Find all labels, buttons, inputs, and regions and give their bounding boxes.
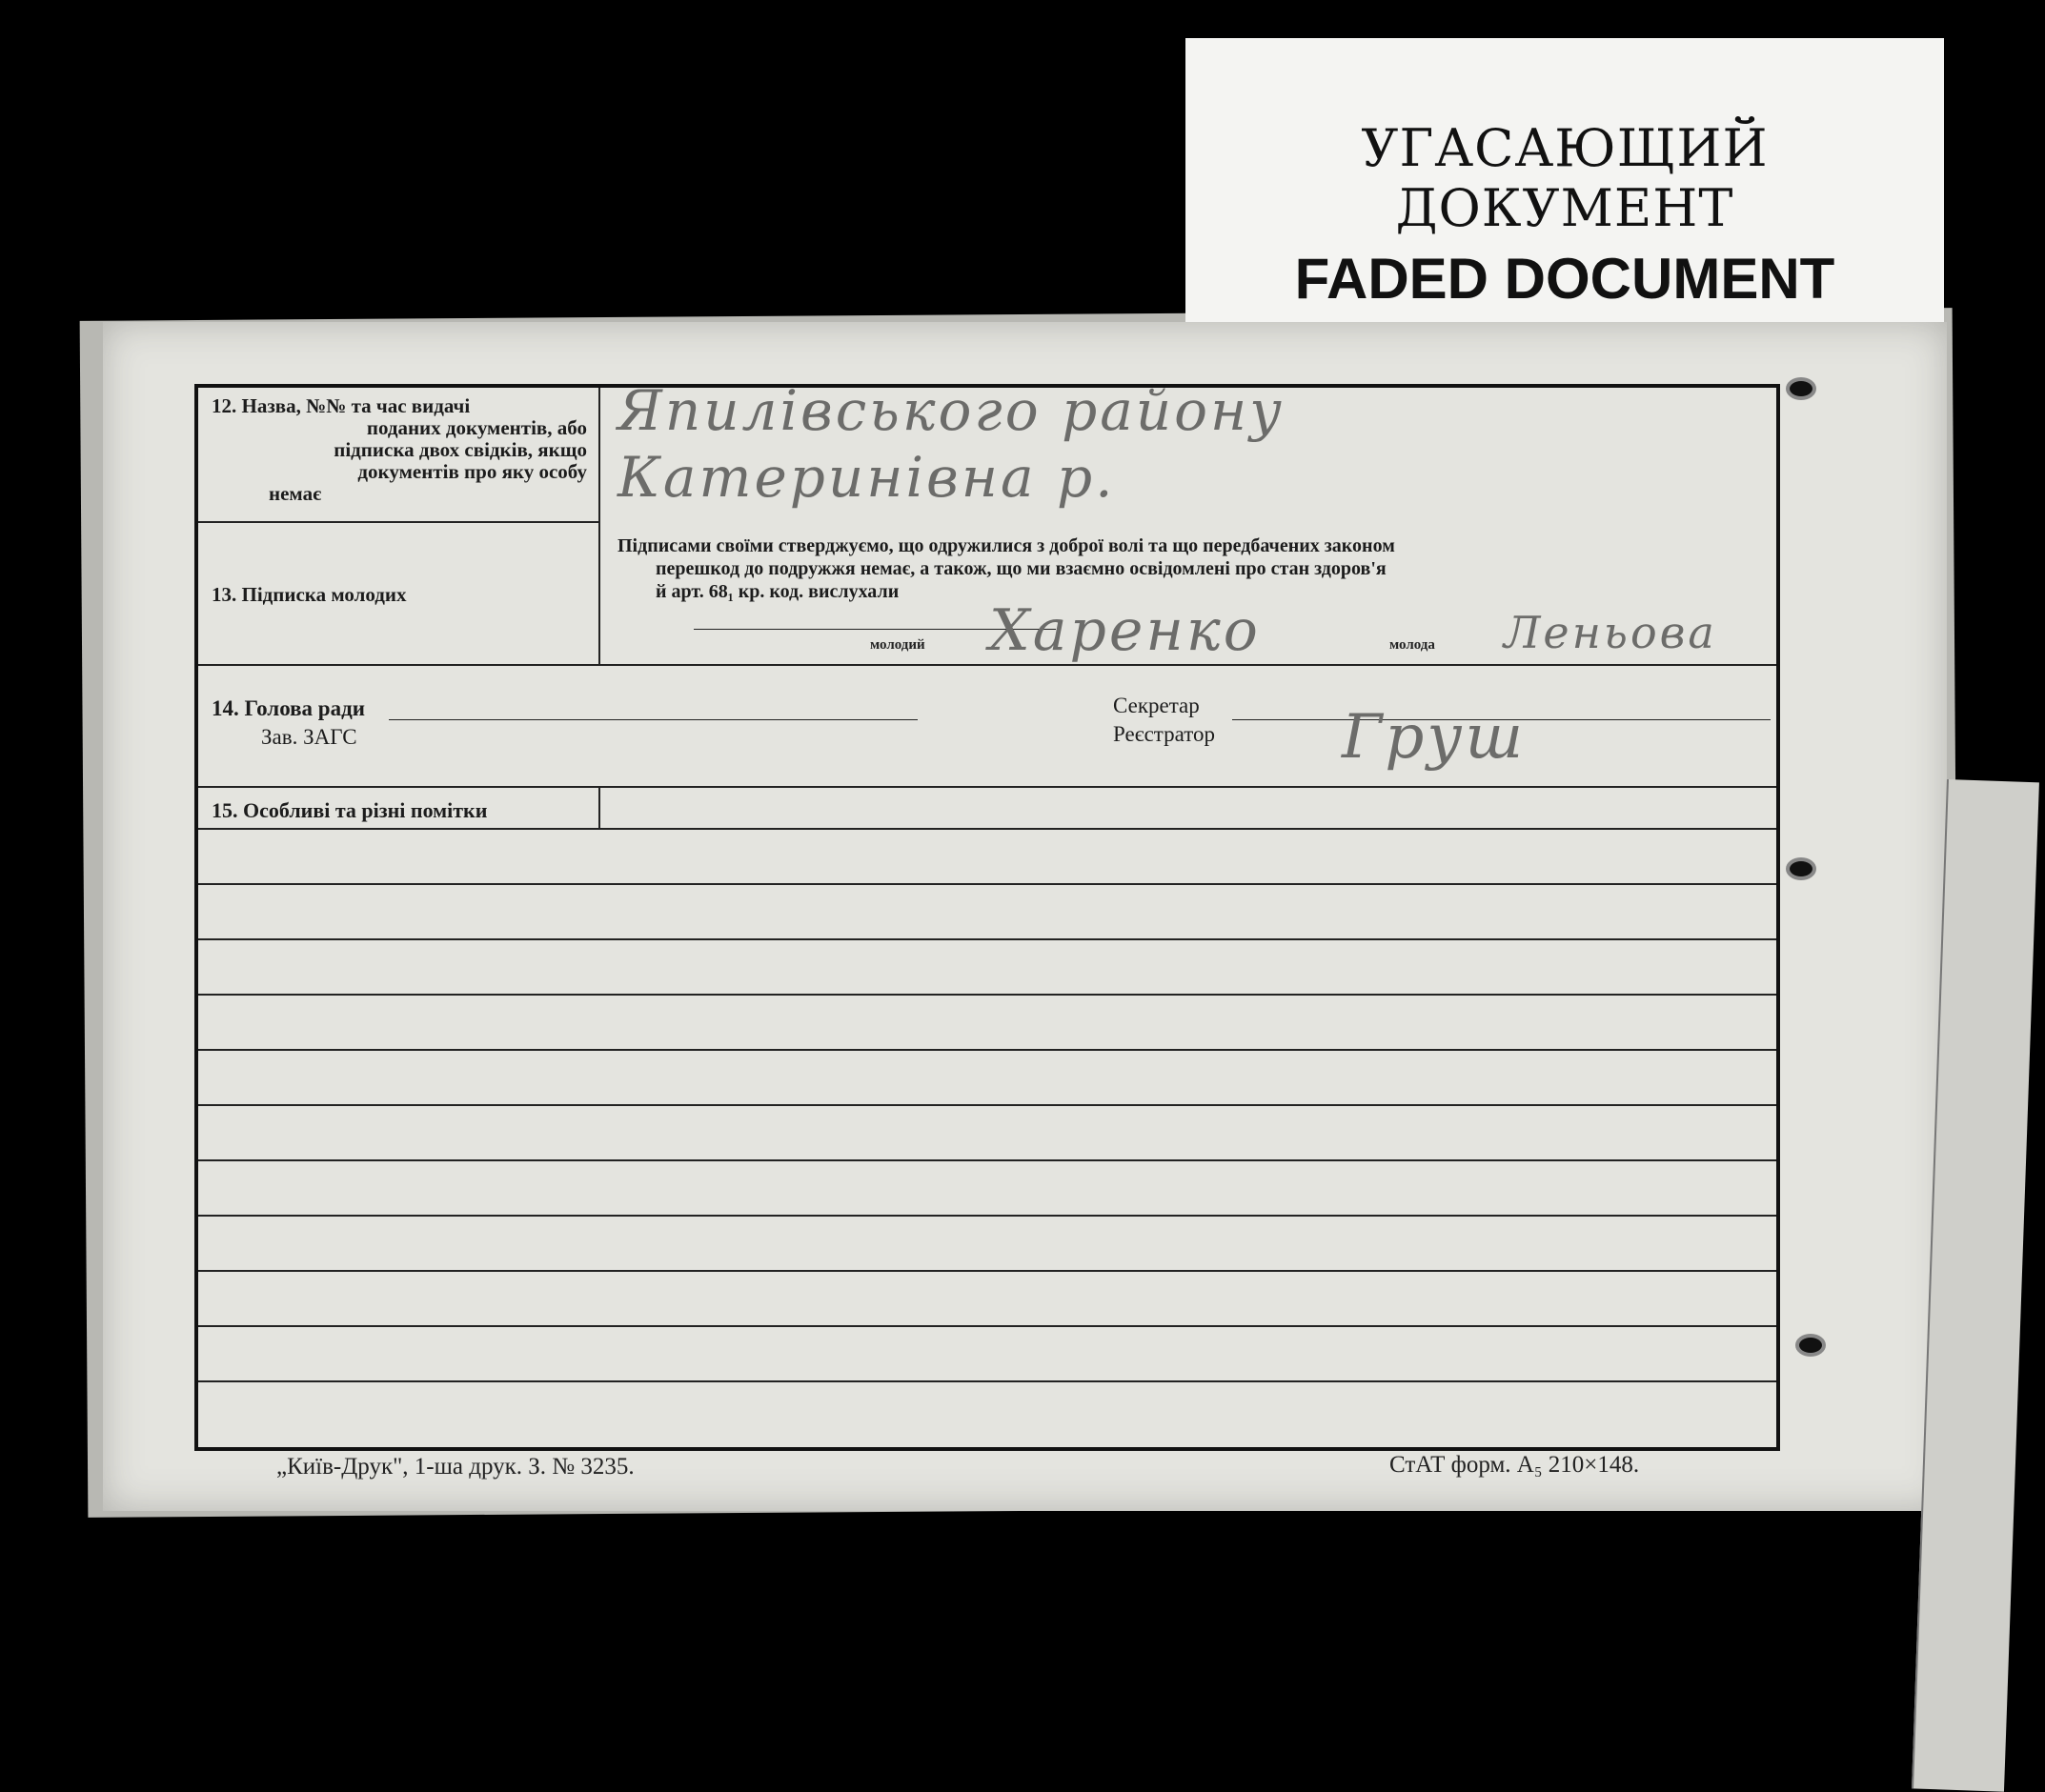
- ruled-line: [198, 1104, 1776, 1106]
- staple-hole: [1790, 381, 1812, 396]
- statement-line: й арт. 68₁ кр. код. вислухали: [656, 581, 900, 602]
- row13-bottom-line: [198, 664, 1776, 666]
- statement-line: Підписами своїми стверджуємо, що одружилися з доброї волі та що передбачених законом: [618, 535, 1395, 556]
- ruled-line: [198, 1049, 1776, 1051]
- row12-handwriting-line1: Япилівського району: [618, 378, 1285, 443]
- row12-line: підписка двох свідків, якщо: [334, 438, 587, 461]
- row14-sublabel: Зав. ЗАГС: [261, 725, 357, 749]
- row12-line: поданих документів, або: [366, 416, 587, 439]
- row13-statement: [618, 534, 1761, 603]
- staple-hole: [1799, 1338, 1822, 1353]
- ruled-line: [198, 1270, 1776, 1272]
- staple-hole: [1790, 861, 1812, 876]
- statement-line: перешкод до подружжя немає, а також, що ми взаємно освідомлені про стан здоров'я: [656, 558, 1387, 579]
- ruled-line: [198, 828, 1776, 830]
- row13-label: 13. Підписка молодих: [212, 583, 407, 606]
- row14-label: 14. Голова ради: [212, 696, 365, 720]
- ruled-line: [198, 883, 1776, 885]
- faded-document-label: [1185, 38, 1944, 333]
- row14-bottom-line: [198, 786, 1776, 788]
- row12-handwriting-line2: Катеринівна р.: [618, 445, 1116, 510]
- label-russian: УГАСАЮЩИЙ ДОКУМЕНТ: [1361, 118, 1769, 238]
- row12-line: документів про яку особу: [357, 460, 587, 483]
- ruled-line: [198, 1380, 1776, 1382]
- bride-signature: Леньова: [1504, 607, 1717, 658]
- ruled-line: [198, 1159, 1776, 1161]
- row12-label: [212, 395, 587, 505]
- row14-chairman-line: [389, 719, 918, 720]
- printer-imprint: „Київ-Друк", 1-ша друк. З. № 3235.: [276, 1454, 635, 1480]
- registrar-signature: Груш: [1342, 702, 1527, 773]
- row12-divider: [598, 388, 600, 664]
- record-card: [103, 322, 1947, 1511]
- form-code: СтАТ форм. А₅ 210×148.: [1389, 1452, 1640, 1478]
- row15-label: 15. Особливі та різні помітки: [212, 798, 488, 822]
- ruled-line: [198, 938, 1776, 940]
- ruled-line: [198, 1325, 1776, 1327]
- ruled-line: [198, 994, 1776, 996]
- row12-bottom-line: [198, 521, 598, 523]
- row15-divider: [598, 786, 600, 829]
- ruled-line: [198, 1215, 1776, 1217]
- groom-signature: Харенко: [989, 597, 1261, 664]
- bride-label: молода: [1389, 637, 1435, 653]
- card-torn-flap: [1912, 779, 2039, 1792]
- form-frame: [194, 378, 1780, 1451]
- registrar-label: Реєстратор: [1113, 722, 1215, 746]
- label-english: FADED DOCUMENT: [1294, 247, 1835, 311]
- row12-line: 12. Назва, №№ та час видачі: [212, 394, 471, 417]
- secretary-label: Секретар: [1113, 694, 1200, 717]
- groom-label: молодий: [870, 637, 925, 653]
- row12-line: немає: [269, 482, 322, 505]
